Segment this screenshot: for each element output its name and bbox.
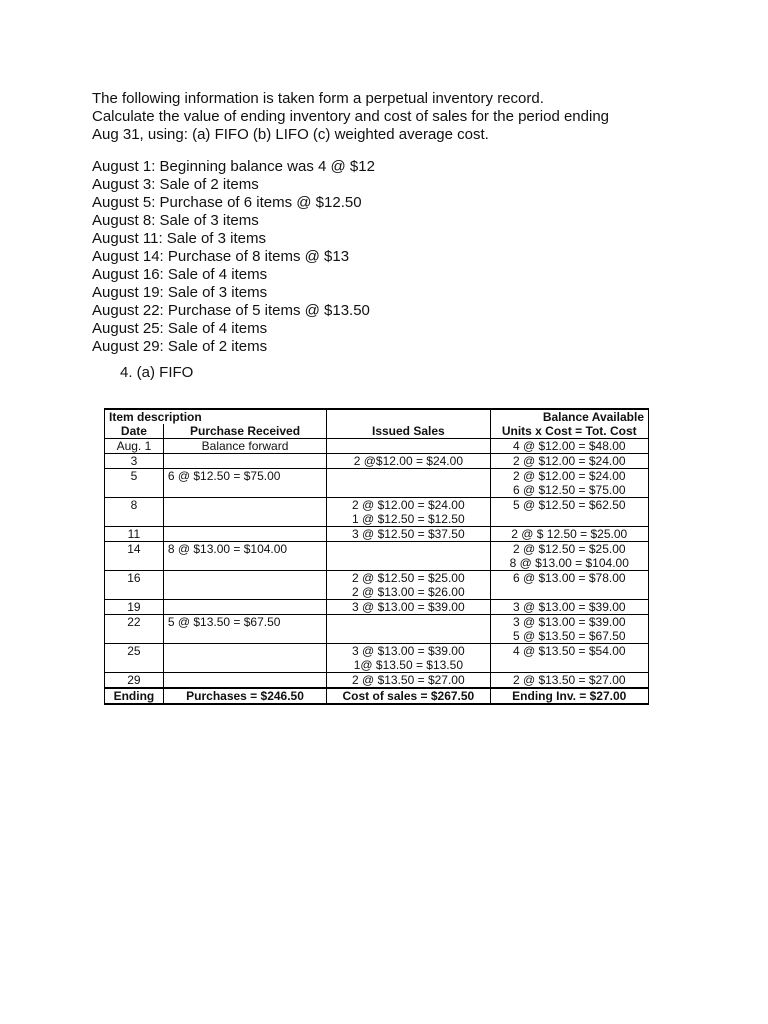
table-row [105,571,649,600]
issued-cell [327,600,490,615]
table-row [105,542,649,571]
purchase-cell [163,527,326,542]
event-item: August 14: Purchase of 8 items @ $13 [92,248,350,265]
intro-line: Aug 31, using: (a) FIFO (b) LIFO (c) weighted average cost. [92,126,489,143]
purchase-cell [163,439,326,454]
intro-line: Calculate the value of ending inventory and cost of sales for the period ending [92,108,610,125]
date-cell: 5 [105,469,164,498]
table-row [105,673,649,689]
section-title: 4. (a) FIFO [120,364,194,381]
intro-line: The following information is taken form a perpetual inventory record. [92,90,544,107]
issued-cell [327,527,490,542]
units-cost-header: Units x Cost = Tot. Cost [490,424,649,439]
issued-cell-line: 3 @ $13.00 = $39.00 [352,644,465,658]
issued-cell-line: 2 @ $12.00 = $24.00 [352,498,465,512]
balance-cell [490,527,649,542]
date-cell: 8 [105,498,164,527]
cost-of-sales-total: Cost of sales = $267.50 [327,688,490,704]
event-item: August 25: Sale of 4 items [92,320,268,337]
issued-cell [327,469,490,498]
balance-cell-line: 2 @ $ 12.50 = $25.00 [511,527,628,541]
issued-cell [327,454,490,469]
issued-cell-line: 3 @ $12.50 = $37.50 [352,527,465,541]
fifo-table [104,408,649,705]
event-item: August 8: Sale of 3 items [92,212,259,229]
table-row [105,498,649,527]
balance-cell-line: 4 @ $13.50 = $54.00 [512,644,626,658]
purchase-cell-line: Balance forward [201,439,289,453]
date-cell: 19 [105,600,164,615]
issued-cell-line: 3 @ $13.00 = $39.00 [352,600,465,614]
table-row [105,469,649,498]
balance-cell-line: 5 @ $12.50 = $62.50 [512,498,626,512]
event-item: August 29: Sale of 2 items [92,338,268,355]
balance-cell [490,498,649,527]
purchase-cell [163,542,326,571]
date-cell: 25 [105,644,164,673]
date-cell: 3 [105,454,164,469]
table-header-row [105,424,649,439]
balance-cell-line: 2 @ $12.50 = $25.00 [512,542,626,556]
balance-cell-line: 4 @ $12.00 = $48.00 [512,439,626,453]
table-row [105,644,649,673]
issued-cell-line: 2 @ $13.50 = $27.00 [352,673,465,687]
event-item: August 16: Sale of 4 items [92,266,268,283]
purchase-cell-line: 8 @ $13.00 = $104.00 [167,542,288,556]
balance-cell-line: 8 @ $13.00 = $104.00 [509,556,629,570]
header-spacer [327,409,490,424]
issued-cell [327,439,490,454]
purchase-cell [163,454,326,469]
date-cell: 11 [105,527,164,542]
purchase-cell [163,469,326,498]
date-cell: 16 [105,571,164,600]
balance-available-header: Balance Available [490,409,649,424]
table-row [105,439,649,454]
table-row [105,454,649,469]
balance-cell-line: 2 @ $12.00 = $24.00 [512,469,626,483]
balance-cell [490,644,649,673]
balance-cell [490,542,649,571]
event-item: August 19: Sale of 3 items [92,284,268,301]
issued-cell [327,542,490,571]
issued-cell [327,615,490,644]
issued-cell-line: 1@ $13.50 = $13.50 [353,658,463,672]
balance-cell-line: 3 @ $13.00 = $39.00 [512,615,626,629]
balance-cell [490,673,649,689]
date-cell: 29 [105,673,164,689]
table-header-row [105,409,649,424]
purchase-cell [163,673,326,689]
purchase-cell [163,615,326,644]
event-item: August 11: Sale of 3 items [92,230,266,247]
balance-cell [490,439,649,454]
balance-cell-line: 2 @ $13.50 = $27.00 [512,673,626,687]
purchase-cell [163,571,326,600]
purchase-cell-line: 6 @ $12.50 = $75.00 [167,469,281,483]
date-cell: 14 [105,542,164,571]
issued-sales-header: Issued Sales [327,424,490,439]
balance-cell [490,454,649,469]
purchase-cell-line: 5 @ $13.50 = $67.50 [167,615,281,629]
document-page [92,90,692,382]
table-row [105,615,649,644]
balance-cell [490,571,649,600]
table-row [105,527,649,542]
ending-inventory-total: Ending Inv. = $27.00 [490,688,649,704]
event-item: August 5: Purchase of 6 items @ $12.50 [92,194,362,211]
table-row [105,600,649,615]
item-description-header: Item description [105,409,327,424]
ending-cell: Ending [105,688,164,704]
issued-cell [327,498,490,527]
issued-cell [327,673,490,689]
issued-cell-line: 1 @ $12.50 = $12.50 [352,512,465,526]
purchases-total: Purchases = $246.50 [163,688,326,704]
balance-cell-line: 6 @ $12.50 = $75.00 [512,483,626,497]
balance-cell-line: 5 @ $13.50 = $67.50 [512,629,626,643]
intro-paragraph [92,90,692,144]
balance-cell-line: 6 @ $13.00 = $78.00 [512,571,626,585]
issued-cell-line: 2 @ $12.50 = $25.00 [352,571,465,585]
event-item: August 22: Purchase of 5 items @ $13.50 [92,302,370,319]
date-header: Date [105,424,164,439]
balance-cell [490,469,649,498]
table-footer-row [105,688,649,704]
issued-cell [327,644,490,673]
purchase-cell [163,600,326,615]
date-cell: 22 [105,615,164,644]
purchase-cell [163,644,326,673]
event-item: August 3: Sale of 2 items [92,176,259,193]
balance-cell-line: 3 @ $13.00 = $39.00 [512,600,626,614]
date-cell: Aug. 1 [105,439,164,454]
issued-cell-line: 2 @$12.00 = $24.00 [353,454,463,468]
issued-cell-line: 2 @ $13.00 = $26.00 [352,585,465,599]
event-item: August 1: Beginning balance was 4 @ $12 [92,158,375,175]
balance-cell-line: 2 @ $12.00 = $24.00 [512,454,626,468]
issued-cell [327,571,490,600]
purchase-received-header: Purchase Received [163,424,326,439]
event-list [92,158,692,356]
balance-cell [490,615,649,644]
balance-cell [490,600,649,615]
purchase-cell [163,498,326,527]
